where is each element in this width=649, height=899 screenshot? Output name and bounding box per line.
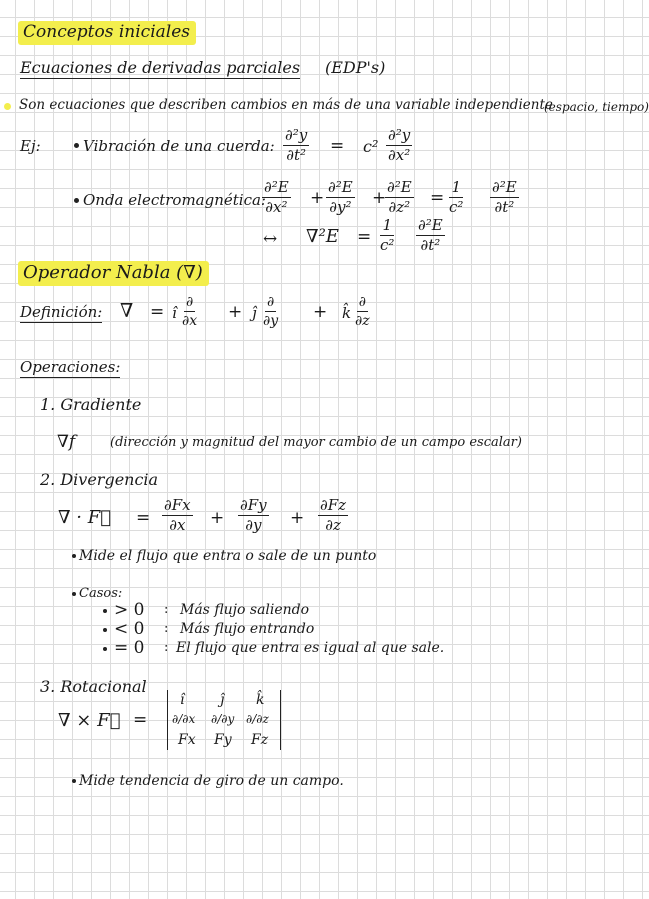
fraction-dFy-dy: $\frac{\partial Fy}{\partial y}$: [240, 496, 267, 534]
equals-sign: =: [136, 508, 151, 528]
fraction-d-dz: ∂ ∂z: [355, 294, 370, 329]
det-cell: ∂/∂y: [211, 712, 235, 726]
equals-sign: =: [150, 302, 165, 322]
fraction-d2E-dt2: $\frac{\text{∂²E}}{\text{∂t²}}$: [418, 216, 443, 254]
det-cell: k̂: [256, 692, 265, 708]
caso-cond: < 0: [114, 619, 145, 639]
equivalence-arrow-icon: ↔: [263, 229, 278, 249]
unit-vector-i: î: [172, 304, 177, 322]
nabla-heading: Operador Nabla (∇): [18, 261, 209, 286]
gradiente-desc: (dirección y magnitud del mayor cambio de un campo escalar): [110, 435, 522, 450]
edp-definition: Son ecuaciones que describen cambios en más de una variable independiente: [19, 97, 553, 113]
determinant-left-bar: [167, 690, 168, 750]
det-cell: ∂/∂x: [172, 712, 196, 726]
edp-definition-note: (espacio, tiempo): [544, 100, 649, 114]
det-cell: ĵ: [220, 692, 225, 708]
det-cell: Fz: [251, 732, 269, 748]
equals-sign: =: [133, 710, 148, 730]
caso-text: Más flujo entrando: [180, 621, 315, 637]
fraction-d2y-dx2: $\frac{\text{∂²y}}{\text{∂x²}}$: [388, 126, 411, 164]
operaciones-heading: Operaciones:: [20, 358, 121, 376]
page-title: Conceptos iniciales: [18, 21, 196, 45]
bullet: [74, 198, 79, 203]
det-cell: Fx: [178, 732, 196, 748]
bullet: [72, 779, 76, 783]
caso-text: El flujo que entra es igual al que sale.: [176, 640, 445, 656]
fraction-1-c2: $\frac{1}{\text{c²}}$: [449, 178, 464, 216]
laplacian-E: ∇²E: [306, 226, 339, 247]
edp-heading: Ecuaciones de derivadas parciales: [20, 58, 301, 77]
divergencia-title: 2. Divergencia: [40, 470, 159, 489]
plus-sign: +: [290, 508, 305, 528]
curl-lhs: ∇ × F⃗: [58, 710, 121, 731]
colon: :: [164, 621, 169, 636]
bullet: [74, 143, 79, 148]
caso-cond: = 0: [114, 638, 145, 658]
bullet: [103, 609, 107, 613]
definition-label: Definición:: [20, 303, 103, 321]
fraction-d2E-dt2: $\frac{\text{∂²E}}{\text{∂t²}}$: [492, 178, 517, 216]
plus-sign: +: [210, 508, 225, 528]
colon: :: [164, 640, 169, 655]
fraction-dFz-dz: $\frac{\partial Fz}{\partial z}$: [320, 496, 347, 534]
equals-sign: =: [357, 227, 372, 247]
gradiente-title: 1. Gradiente: [40, 395, 142, 414]
fraction-1-c2: $\frac{1}{\text{c²}}$: [380, 216, 395, 254]
fraction-d2E-dz2: $\frac{\text{∂²E}}{\text{∂z²}}$: [387, 178, 412, 216]
caso-cond: > 0: [114, 600, 145, 620]
colon: :: [164, 602, 169, 617]
nabla-symbol: ∇: [120, 300, 134, 322]
bullet: [72, 554, 76, 558]
unit-vector-k: k̂: [342, 304, 352, 322]
fraction-d2E-dx2: $\frac{\text{∂²E}}{\text{∂x²}}$: [264, 178, 289, 216]
plus-sign: +: [228, 302, 243, 322]
gradient-symbol: ∇f: [57, 432, 76, 452]
bullet: [72, 592, 76, 596]
c-squared: c²: [363, 137, 379, 156]
det-cell: î: [180, 692, 185, 708]
fraction-d-dx: ∂ ∂x: [182, 294, 198, 329]
bullet: [103, 647, 107, 651]
example-cuerda-label: Vibración de una cuerda:: [83, 137, 275, 155]
fraction-d2y-dt2: $\frac{\text{∂²y}}{\text{∂t²}}$: [285, 126, 308, 164]
determinant-right-bar: [280, 690, 281, 750]
equals-sign: =: [330, 136, 345, 156]
ej-label: Ej:: [20, 137, 41, 155]
plus-sign: +: [313, 302, 328, 322]
plus-sign: +: [310, 188, 325, 208]
fraction-d2E-dy2: $\frac{\text{∂²E}}{\text{∂y²}}$: [328, 178, 353, 216]
caso-text: Más flujo saliendo: [180, 602, 310, 618]
edp-abbr: (EDP's): [325, 58, 386, 77]
rotacional-title: 3. Rotacional: [40, 677, 147, 696]
det-cell: ∂/∂z: [246, 712, 269, 726]
divergence-lhs: ∇ · F⃗: [58, 507, 112, 528]
casos-label: Casos:: [79, 586, 123, 601]
det-cell: Fy: [214, 732, 232, 748]
example-onda-label: Onda electromagnética:: [83, 191, 266, 209]
unit-vector-j: ĵ: [252, 304, 257, 322]
fraction-dFx-dx: $\frac{\partial Fx}{\partial x}$: [164, 496, 191, 534]
equals-sign: =: [430, 188, 445, 208]
plus-sign: +: [372, 188, 387, 208]
rotacional-mide: Mide tendencia de giro de un campo.: [79, 773, 344, 789]
fraction-d-dy: ∂ ∂y: [263, 294, 279, 329]
divergencia-mide: Mide el flujo que entra o sale de un punto: [79, 548, 377, 564]
bullet: [103, 628, 107, 632]
highlight-bullet: [4, 103, 11, 110]
